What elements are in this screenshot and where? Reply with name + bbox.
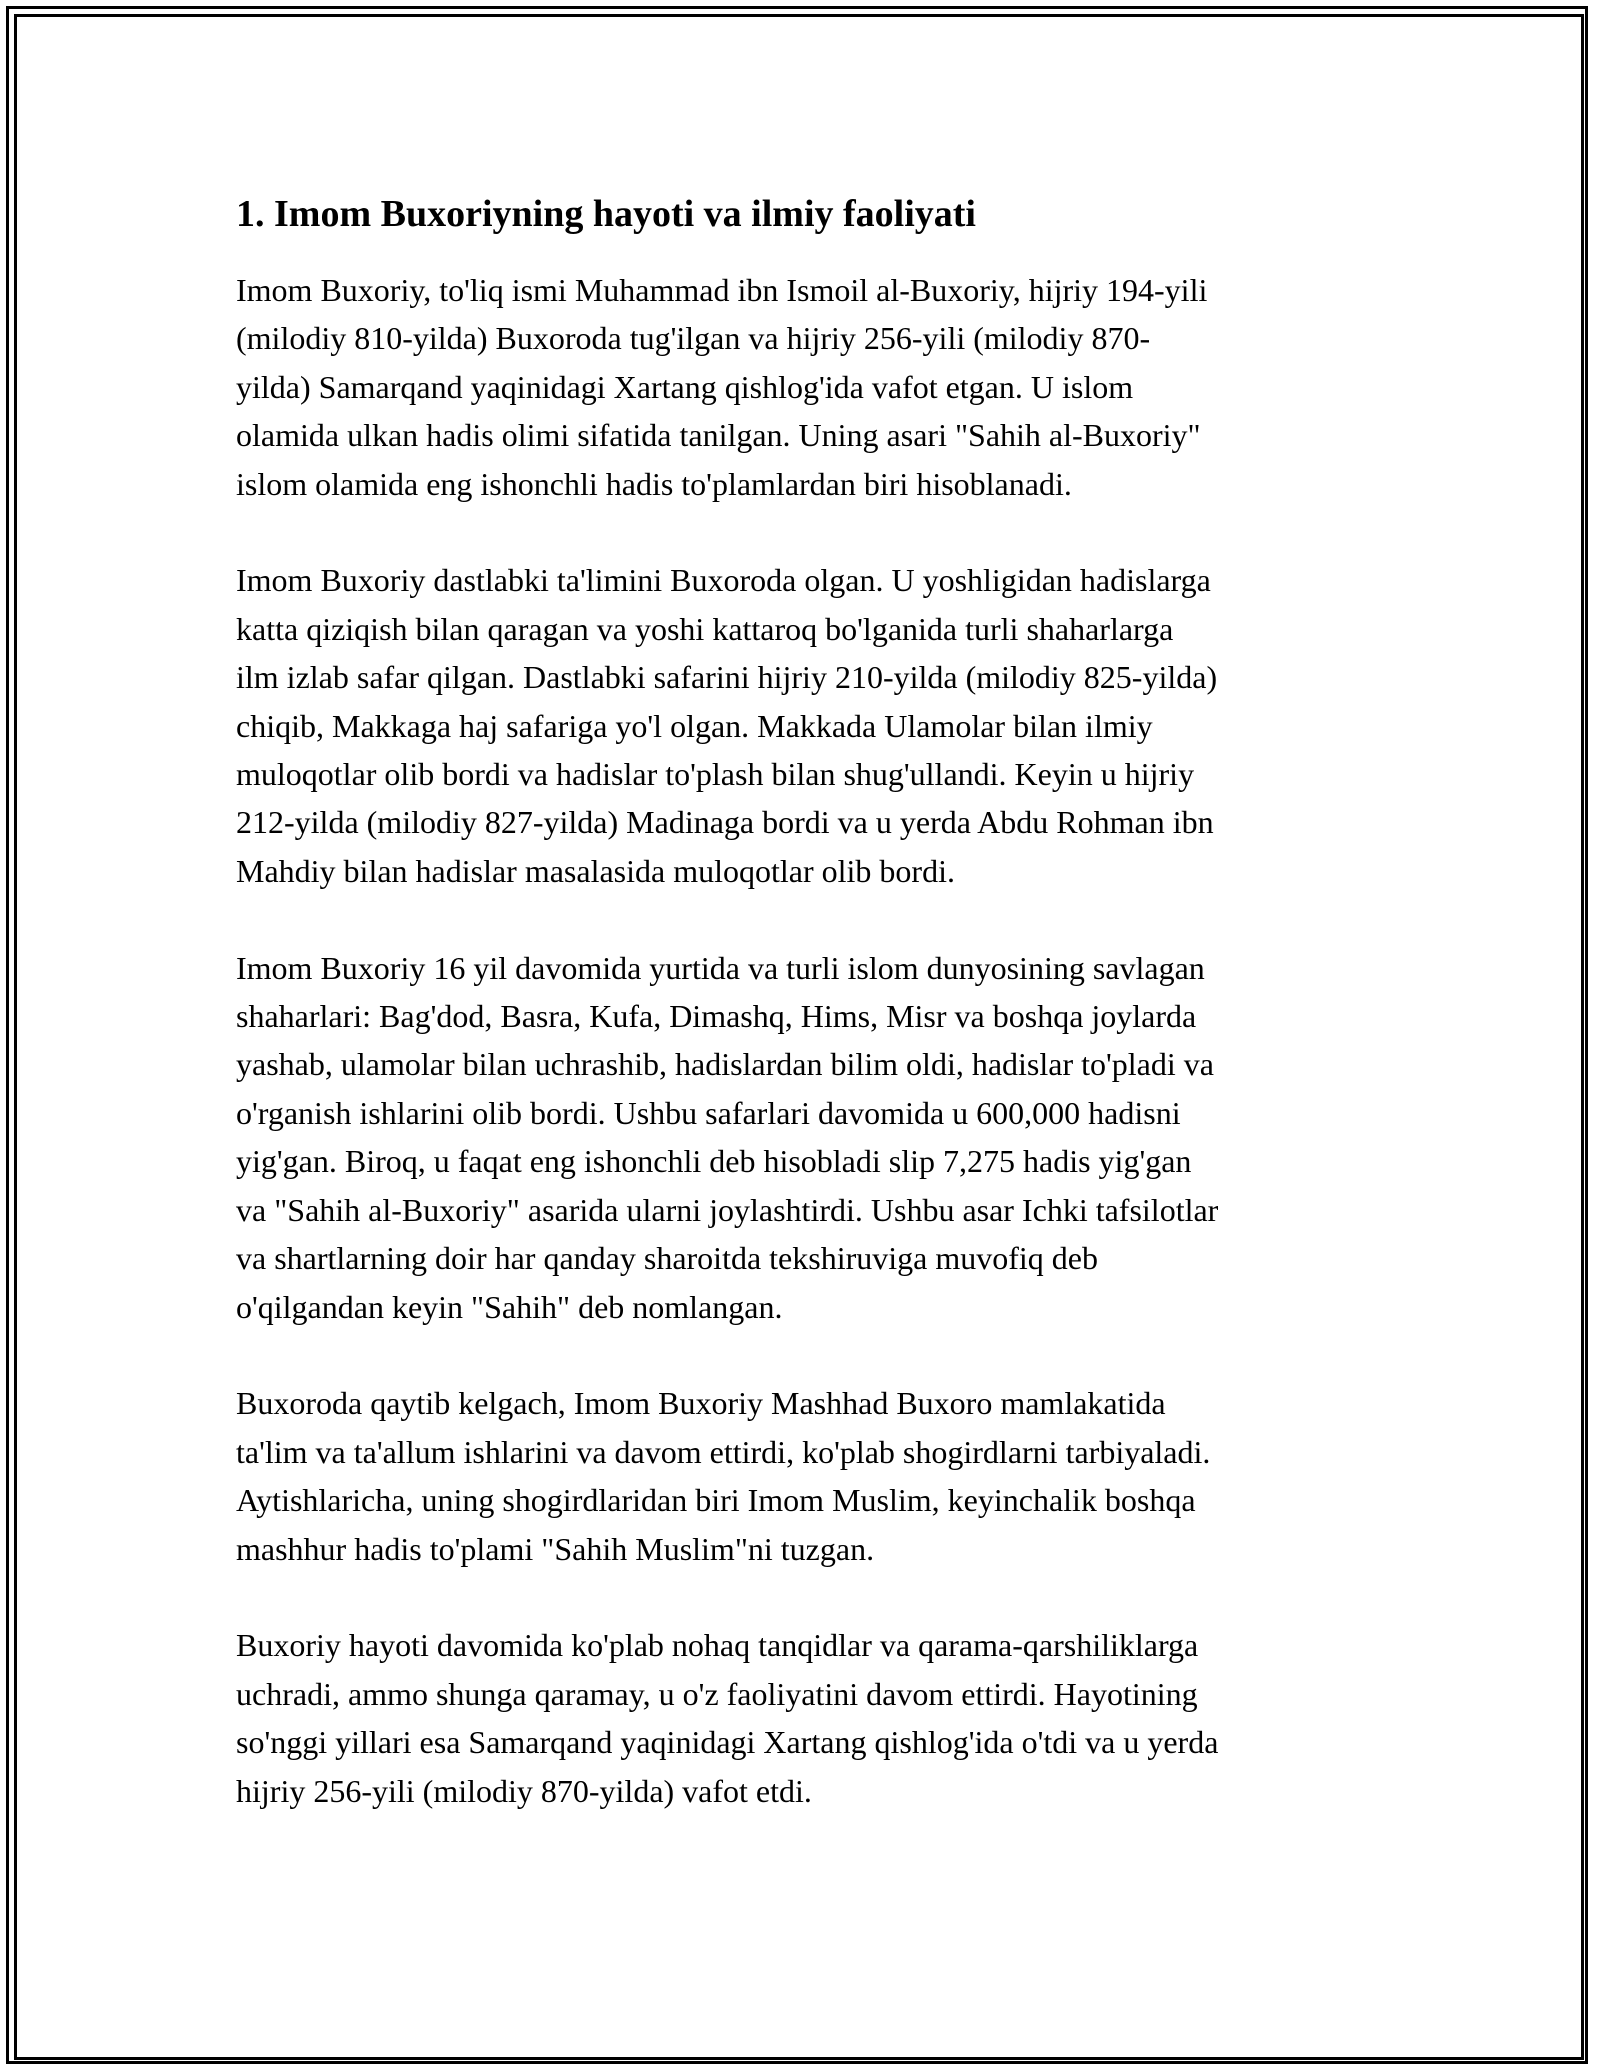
- text-line: Aytishlaricha, uning shogirdlaridan biri Imom Muslim, keyinchalik boshqa: [236, 1482, 1196, 1519]
- text-line: va "Sahih al-Buxoriy" asarida ularni joylashtirdi. Ushbu asar Ichki tafsilotlar: [236, 1191, 1219, 1228]
- text-line: (milodiy 810-yilda) Buxoroda tug'ilgan va hijriy 256-yili (milodiy 870-: [236, 320, 1151, 357]
- text-line: muloqotlar olib bordi va hadislar to'plash bilan shug'ullandi. Keyin u hijriy: [236, 756, 1195, 793]
- text-line: Imom Buxoriy, to'liq ismi Muhammad ibn Ismoil al-Buxoriy, hijriy 194-yili: [236, 272, 1208, 308]
- paragraph-2: [236, 556, 1376, 895]
- paragraph-3: [236, 944, 1376, 1331]
- text-line: uchradi, ammo shunga qaramay, u o'z faoliyatini davom ettirdi. Hayotining: [236, 1675, 1198, 1712]
- text-line: Imom Buxoriy 16 yil davomida yurtida va turli islom dunyosining savlagan: [236, 949, 1205, 986]
- text-line: Buxoroda qaytib kelgach, Imom Buxoriy Mashhad Buxoro mamlakatida: [236, 1385, 1166, 1422]
- text-line: yilda) Samarqand yaqinidagi Xartang qishlog'ida vafot etgan. U islom: [236, 368, 1134, 405]
- text-line: ilm izlab safar qilgan. Dastlabki safarini hijriy 210-yilda (milodiy 825-yilda): [236, 659, 1218, 696]
- text-line: ta'lim va ta'allum ishlarini va davom ettirdi, ko'plab shogirdlarni tarbiyaladi.: [236, 1433, 1211, 1470]
- paragraph-1: [236, 266, 1376, 508]
- text-line: hijriy 256-yili (milodiy 870-yilda) vafot etdi.: [236, 1772, 812, 1809]
- text-line: so'nggi yillari esa Samarqand yaqinidagi Xartang qishlog'ida o'tdi va u yerda: [236, 1724, 1219, 1761]
- text-line: yig'gan. Biroq, u faqat eng ishonchli deb hisobladi slip 7,275 hadis yig'gan: [236, 1143, 1192, 1180]
- document-body: [236, 190, 1376, 1815]
- text-line: Imom Buxoriy dastlabki ta'limini Buxoroda olgan. U yoshligidan hadislarga: [236, 562, 1211, 599]
- paragraph-5: [236, 1621, 1376, 1815]
- paragraph-4: [236, 1379, 1376, 1573]
- text-line: olamida ulkan hadis olimi sifatida tanilgan. Uning asari "Sahih al-Buxoriy": [236, 417, 1201, 454]
- text-line: o'rganish ishlarini olib bordi. Ushbu safarlari davomida u 600,000 hadisni: [236, 1094, 1181, 1131]
- text-line: 212-yilda (milodiy 827-yilda) Madinaga bordi va u yerda Abdu Rohman ibn: [236, 804, 1214, 841]
- text-line: o'qilgandan keyin "Sahih" deb nomlangan.: [236, 1288, 783, 1325]
- text-line: chiqib, Makkaga haj safariga yo'l olgan. Makkada Ulamolar bilan ilmiy: [236, 707, 1153, 744]
- text-line: mashhur hadis to'plami "Sahih Muslim"ni tuzgan.: [236, 1530, 875, 1567]
- text-line: katta qiziqish bilan qaragan va yoshi kattaroq bo'lganida turli shaharlarga: [236, 610, 1174, 647]
- text-line: shaharlari: Bag'dod, Basra, Kufa, Dimashq, Hims, Misr va boshqa joylarda: [236, 998, 1197, 1035]
- text-line: yashab, ulamolar bilan uchrashib, hadislardan bilim oldi, hadislar to'pladi va: [236, 1046, 1214, 1083]
- text-line: islom olamida eng ishonchli hadis to'plamlardan biri hisoblanadi.: [236, 465, 1072, 502]
- text-line: Mahdiy bilan hadislar masalasida muloqotlar olib bordi.: [236, 852, 955, 889]
- text-line: Buxoriy hayoti davomida ko'plab nohaq tanqidlar va qarama-qarshiliklarga: [236, 1627, 1199, 1664]
- section-heading: 1. Imom Buxoriyning hayoti va ilmiy faoliyati: [236, 193, 976, 235]
- text-line: va shartlarning doir har qanday sharoitda tekshiruviga muvofiq deb: [236, 1240, 1098, 1277]
